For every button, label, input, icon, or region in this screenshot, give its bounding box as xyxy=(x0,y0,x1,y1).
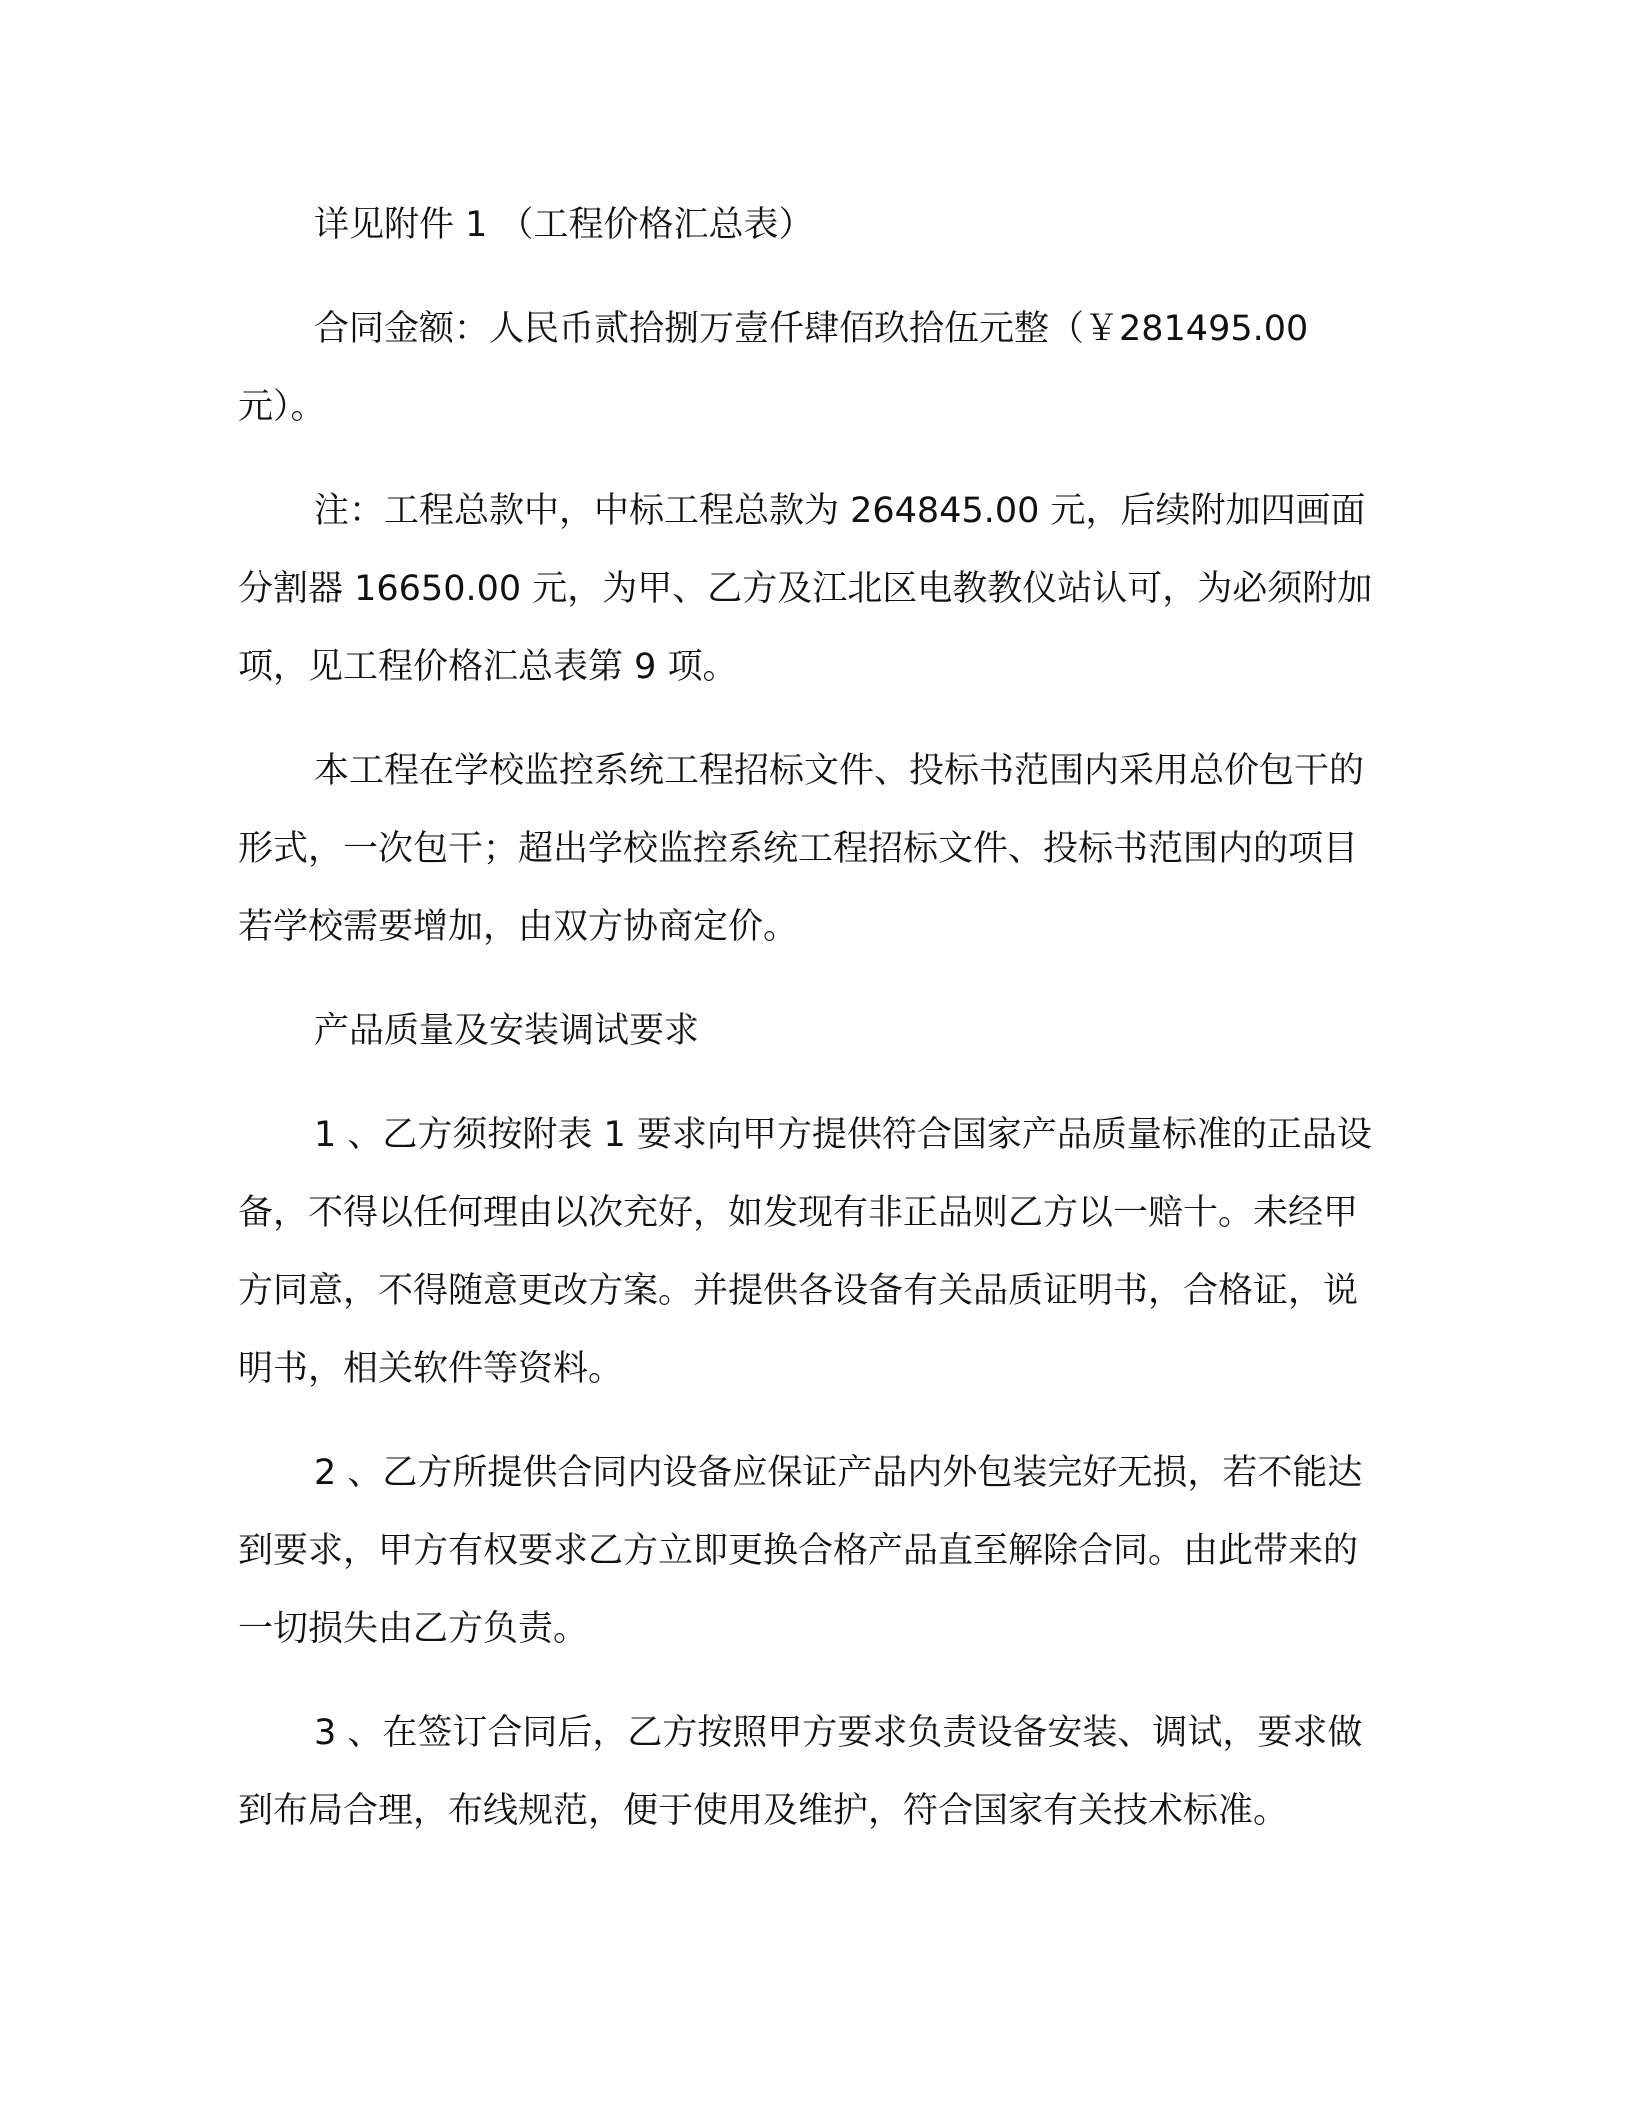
clause-3: 3 、在签订合同后，乙方按照甲方要求负责设备安装、调试，要求做到布局合理，布线规范，便于使用及维护，符合国家有关技术标准。 xyxy=(238,1713,1363,1831)
attachment-reference: 详见附件 1 （工程价格汇总表） xyxy=(314,205,814,245)
clause-1: 1 、乙方须按附表 1 要求向甲方提供符合国家产品质量标准的正品设备，不得以任何理由以次充好，如发现有非正品则乙方以一赔十。未经甲方同意，不得随意更改方案。并提供各设备有关品质证明书，合格证，说明书，相关软件等资料。 xyxy=(238,1115,1372,1389)
document-body xyxy=(238,186,1388,1876)
price-note: 注：工程总款中，中标工程总款为 264845.00 元，后续附加四画面分割器 16650.00 元，为甲、乙方及江北区电教教仪站认可，为必须附加项，见工程价格汇总表第 9 项。 xyxy=(238,491,1373,687)
quality-section-heading: 产品质量及安装调试要求 xyxy=(314,1011,700,1051)
clause-2: 2 、乙方所提供合同内设备应保证产品内外包装完好无损，若不能达到要求，甲方有权要求乙方立即更换合格产品直至解除合同。由此带来的一切损失由乙方负责。 xyxy=(238,1453,1363,1649)
contract-amount: 合同金额：人民币贰拾捌万壹仟肆佰玖拾伍元整（￥281495.00 元）。 xyxy=(238,309,1309,427)
lump-sum-clause: 本工程在学校监控系统工程招标文件、投标书范围内采用总价包干的形式，一次包干；超出学校监控系统工程招标文件、投标书范围内的项目若学校需要增加，由双方协商定价。 xyxy=(238,751,1365,947)
